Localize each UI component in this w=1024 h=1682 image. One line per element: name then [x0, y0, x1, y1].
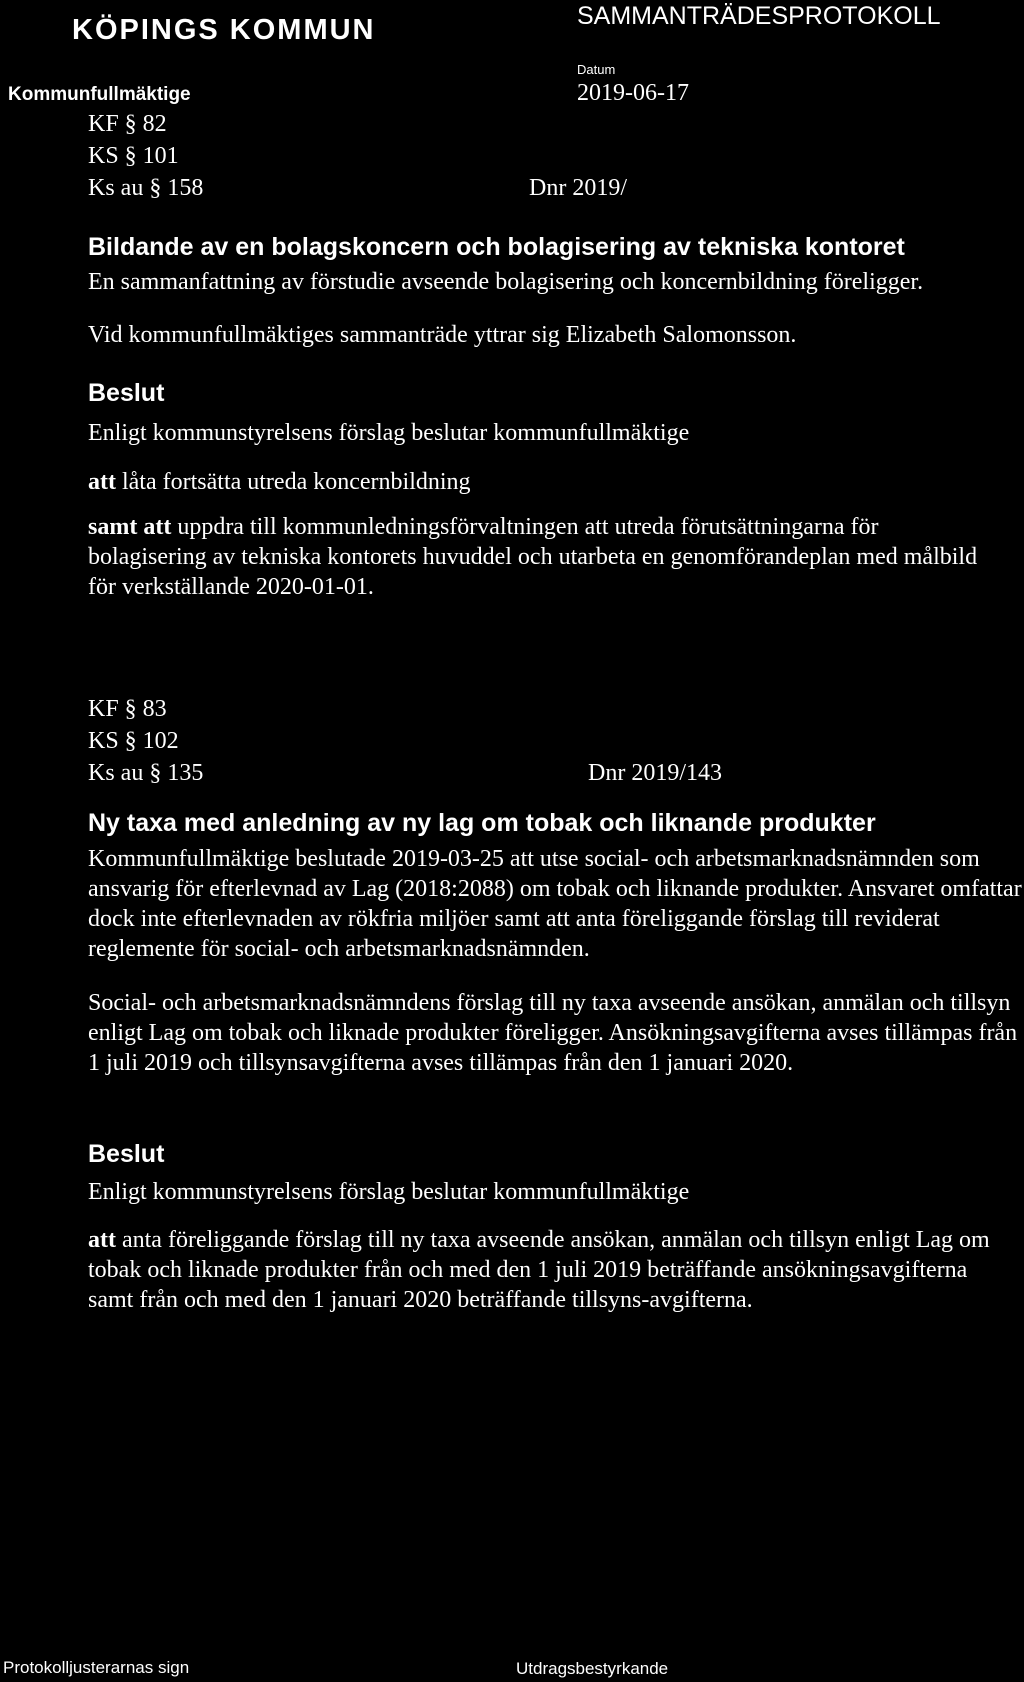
att-text: uppdra till kommunledningsförvaltningen att utreda förutsättningarna för bolagisering av tekniska kontorets huvuddel och utarbeta en genomförandeplan med målbild för verkställande 2020-01-01.	[88, 514, 978, 600]
footer-signature-label: Protokolljusterarnas sign	[3, 1658, 190, 1677]
section2-paragraph-2: Social- och arbetsmarknadsnämndens förslag till ny taxa avseende ansökan, anmälan och tillsyn enligt Lag om tobak och liknade produkter föreligger. Ansökningsavgifterna avses tillämpas från 1 juli 2019 och tillsynsavgifterna avses tillämpas från den 1 januari 2020.	[88, 990, 1018, 1076]
section1-paragraph-2: Vid kommunfullmäktiges sammanträde yttrar sig Elizabeth Salomonsson.	[88, 322, 797, 348]
meeting-date: 2019-06-17	[577, 80, 689, 106]
att-text: låta fortsätta utreda koncernbildning	[115, 469, 471, 495]
section1-ref-kf: KF § 82	[88, 111, 167, 137]
section2-title: Ny taxa med anledning av ny lag om tobak och liknande produkter	[88, 809, 876, 837]
date-label: Datum	[577, 62, 616, 77]
att-keyword: att	[88, 1227, 116, 1253]
att-text: anta föreliggande förslag till ny taxa avseende ansökan, anmälan och tillsyn enligt Lag om tobak och liknade produkter från och med den 1 juli 2019 beträffande ansökningsavgifterna samt från och med den 1 januari 2020 beträffande tillsyns-avgifterna.	[88, 1227, 990, 1313]
section2-ref-ks: KS § 102	[88, 728, 179, 754]
section2-decision-intro: Enligt kommunstyrelsens förslag beslutar kommunfullmäktige	[88, 1179, 690, 1205]
section2-decision-heading: Beslut	[88, 1140, 165, 1168]
section1-title: Bildande av en bolagskoncern och bolagisering av tekniska kontoret	[88, 233, 905, 261]
section1-ref-ks: KS § 101	[88, 143, 179, 169]
document-type: SAMMANTRÄDESPROTOKOLL	[577, 2, 941, 30]
section2-ref-kf: KF § 83	[88, 696, 167, 722]
section1-ref-ksau: Ks au § 158	[88, 175, 204, 201]
section2-ref-ksau: Ks au § 135	[88, 760, 204, 786]
footer-certification-label: Utdragsbestyrkande	[516, 1659, 669, 1678]
council-name: Kommunfullmäktige	[8, 84, 191, 105]
section1-dnr: Dnr 2019/	[529, 175, 627, 201]
organization-name: KÖPINGS KOMMUN	[72, 14, 376, 46]
section2-dnr: Dnr 2019/143	[588, 760, 722, 786]
section1-decision-intro: Enligt kommunstyrelsens förslag beslutar kommunfullmäktige	[88, 420, 690, 446]
section2-decision-att-1	[88, 1225, 1003, 1315]
att-keyword: samt att	[88, 514, 172, 540]
section1-decision-heading: Beslut	[88, 379, 165, 407]
section1-decision-att-1	[88, 467, 1024, 497]
section2-paragraph-1: Kommunfullmäktige beslutade 2019-03-25 att utse social- och arbetsmarknadsnämnden som ansvarig för efterlevnad av Lag (2018:2088) om tobak och liknande produkter. Ansvaret omfattar dock inte efterlevnaden av rökfria miljöer samt att anta föreliggande förslag till reviderat reglemente för social- och arbetsmarknadsnämnden.	[88, 846, 1022, 962]
att-keyword: att	[88, 469, 116, 495]
section1-paragraph-1: En sammanfattning av förstudie avseende bolagisering och koncernbildning föreligger.	[88, 269, 924, 295]
section1-decision-att-2	[88, 512, 998, 602]
